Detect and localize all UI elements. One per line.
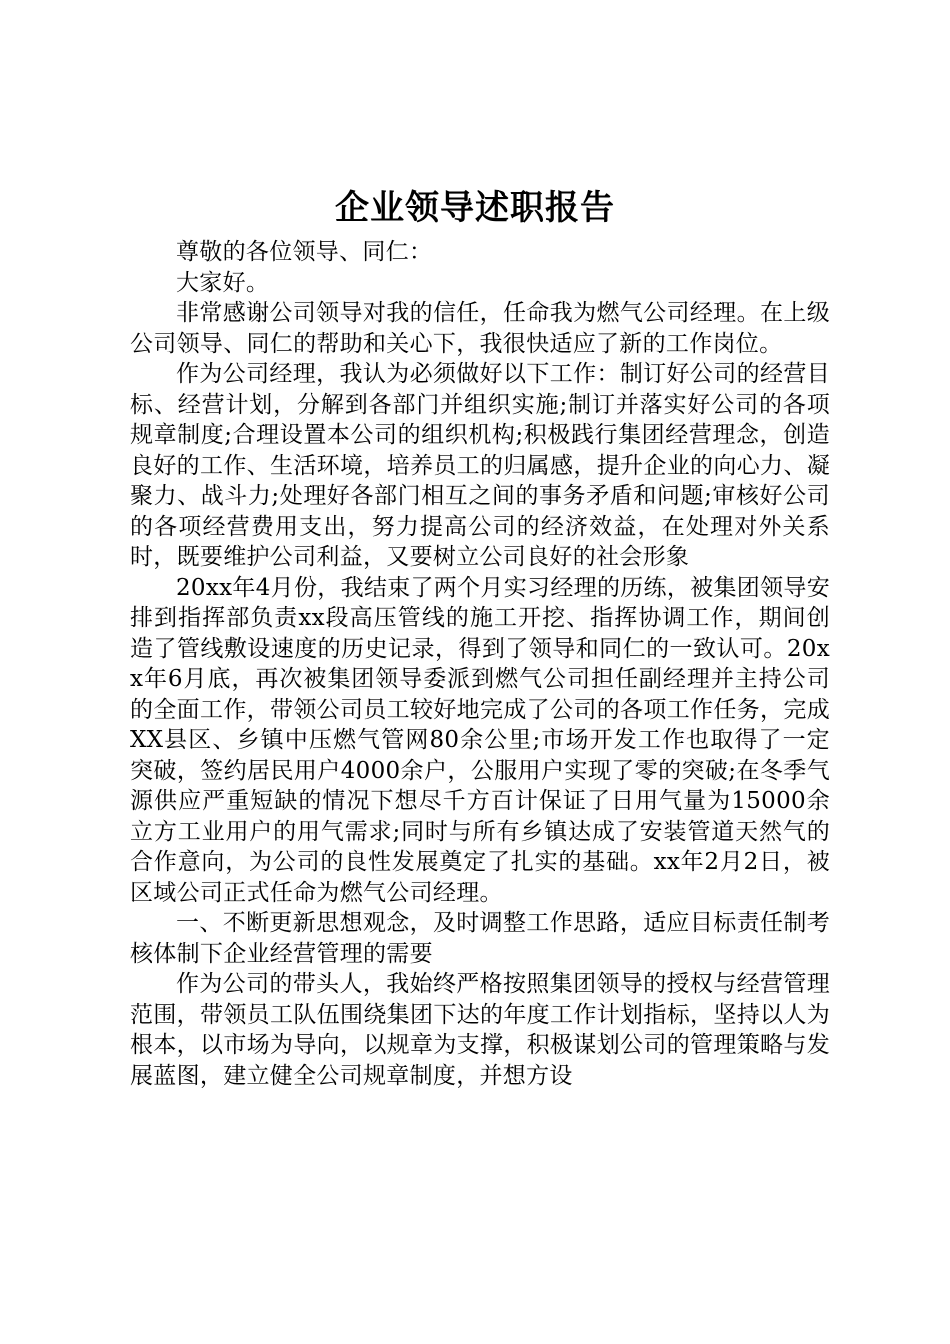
document-body <box>130 237 830 1091</box>
salutation: 尊敬的各位领导、同仁： <box>176 239 433 265</box>
paragraph-history: 20xx年4月份，我结束了两个月实习经理的历练，被集团领导安排到指挥部负责xx段高压管线的施工开挖、指挥协调工作，期间创造了管线敷设速度的历史记录，得到了领导和同仁的一致认可。20xx年6月底，再次被集团领导委派到燃气公司担任副经理并主持公司的全面工作，带领公司员工较好地完成了公司的各项工作任务，完成XX县区、乡镇中压燃气管网80余公里;市场开发工作也取得了一定突破，签约居民用户4000余户，公服用户实现了零的突破;在冬季气源供应严重短缺的情况下想尽千方百计保证了日用气量为15000余立方工业用户的用气需求;同时与所有乡镇达成了安装管道天然气的合作意向，为公司的良性发展奠定了扎实的基础。xx年2月2日，被区域公司正式任命为燃气公司经理。 <box>130 574 830 906</box>
greeting: 大家好。 <box>176 269 270 296</box>
document-title: 企业领导述职报告 <box>335 188 615 228</box>
paragraph-duties: 作为公司经理，我认为必须做好以下工作：制订好公司的经营目标、经营计划，分解到各部门并组织实施;制订并落实好公司的各项规章制度;合理设置本公司的组织机构;积极践行集团经营理念，创造良好的工作、生活环境，培养员工的归属感，提升企业的向心力、凝聚力、战斗力;处理好各部门相互之间的事务矛盾和问题;审核好公司的各项经营费用支出，努力提高公司的经济效益，在处理对外关系时，既要维护公司利益，又要树立公司良好的社会形象 <box>130 361 830 570</box>
paragraph-thanks: 非常感谢公司领导对我的信任，任命我为燃气公司经理。在上级公司领导、同仁的帮助和关心下，我很快适应了新的工作岗位。 <box>130 300 830 357</box>
paragraph-management: 作为公司的带头人，我始终严格按照集团领导的授权与经营管理范围，带领员工队伍围绕集团下达的年度工作计划指标，坚持以人为根本，以市场为导向，以规章为支撑，积极谋划公司的管理策略与发展蓝图，建立健全公司规章制度，并想方设 <box>130 971 830 1089</box>
section-heading-1: 一、不断更新思想观念，及时调整工作思路，适应目标责任制考核体制下企业经营管理的需要 <box>130 910 830 967</box>
